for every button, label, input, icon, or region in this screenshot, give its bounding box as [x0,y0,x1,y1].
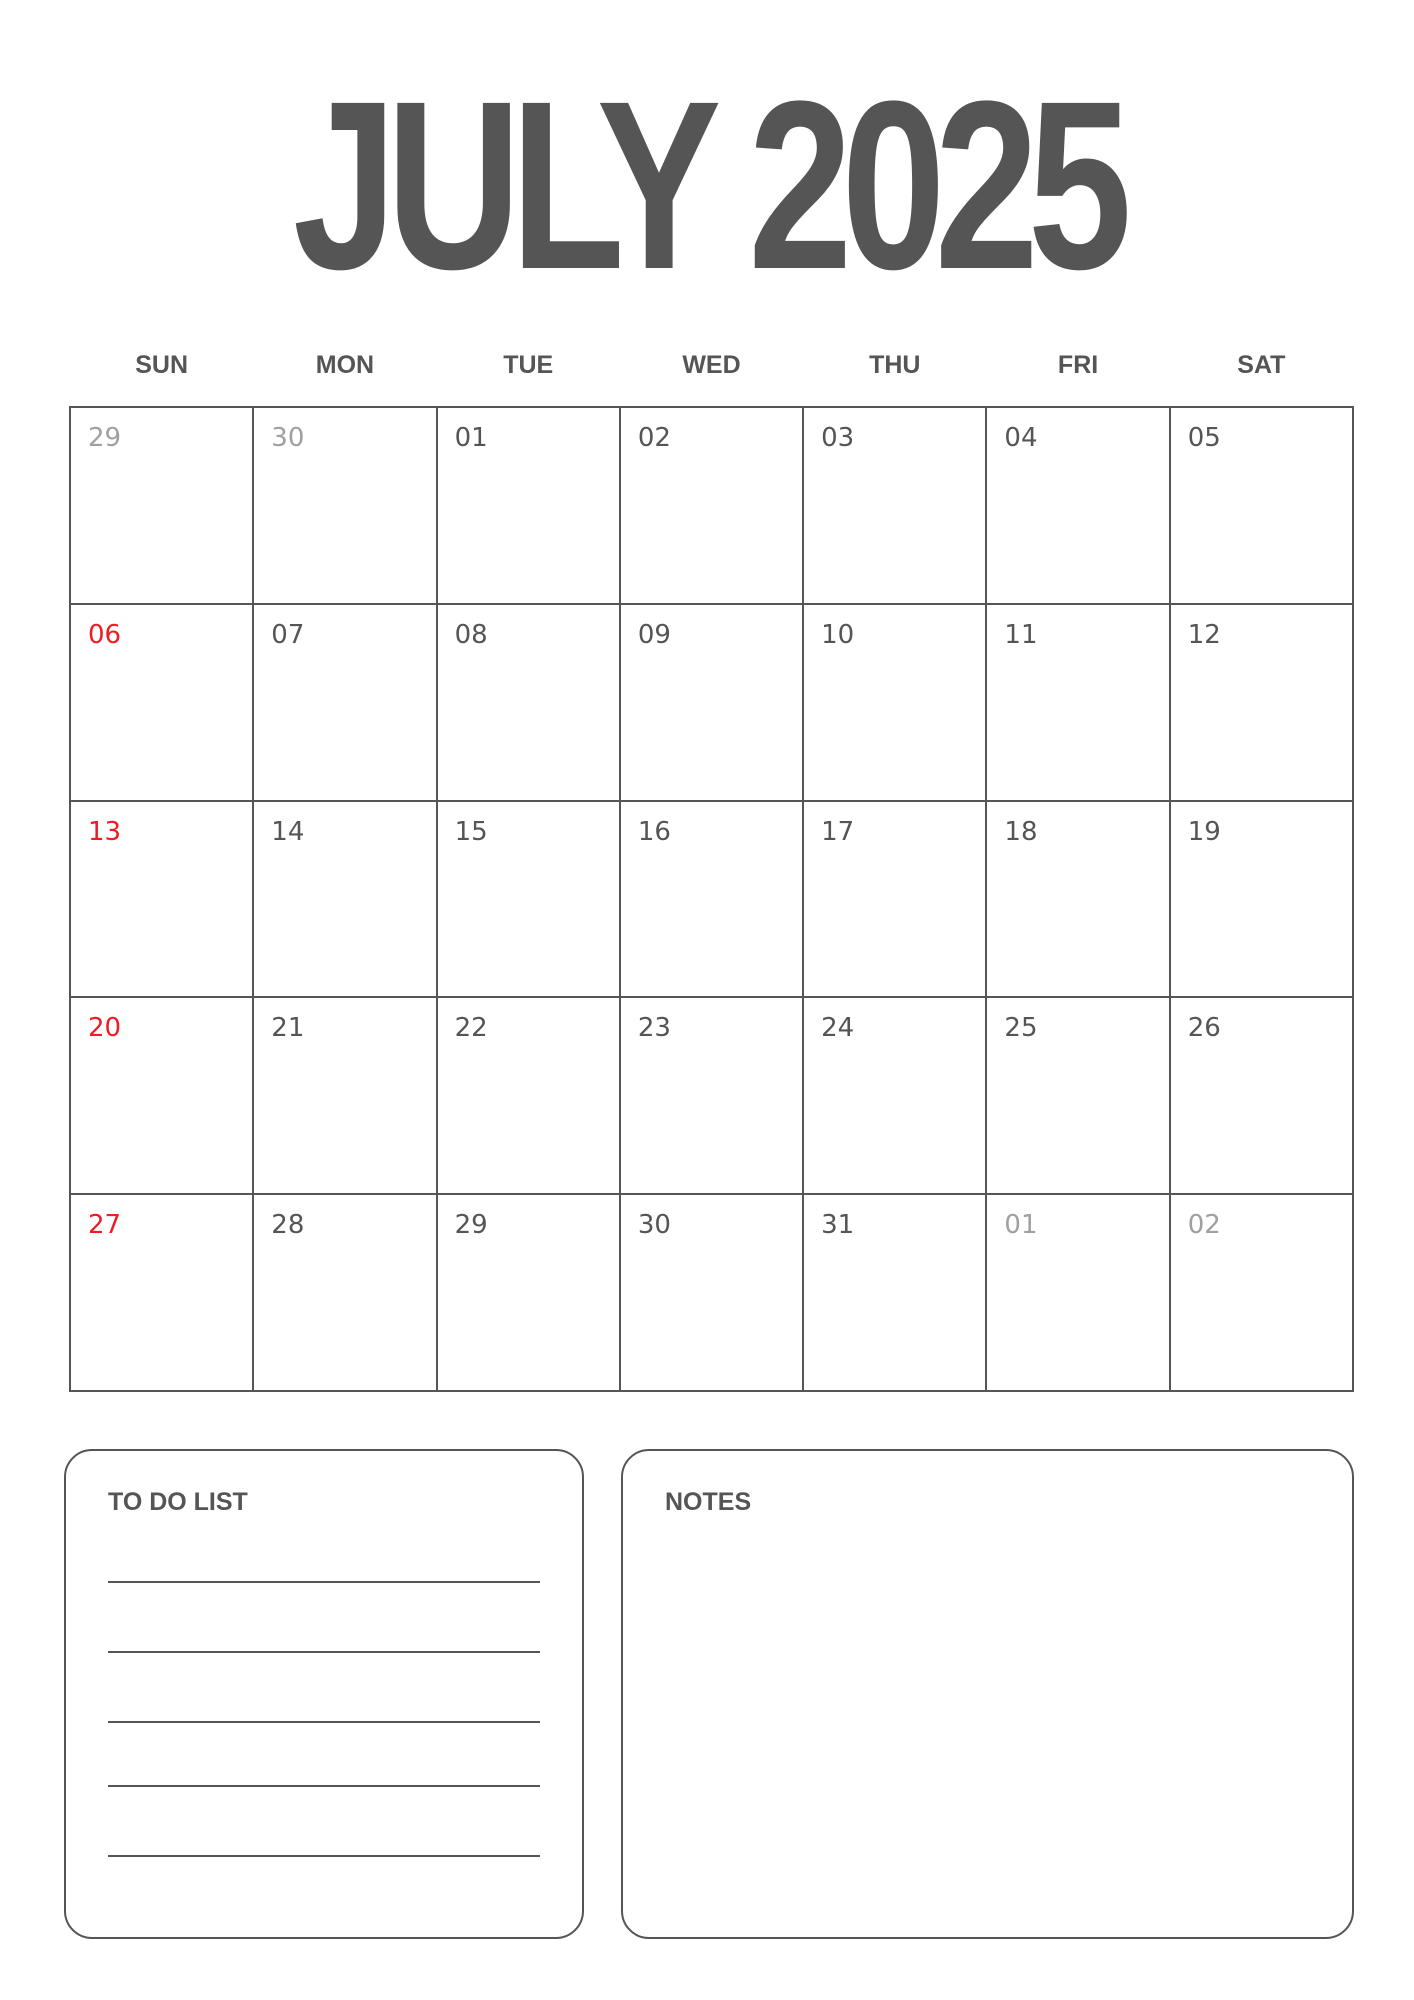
todo-list-title: TO DO LIST [108,1488,248,1516]
day-cell [438,802,621,999]
day-number: 22 [454,1013,488,1044]
day-cell [621,1195,804,1392]
day-number: 17 [821,816,855,847]
day-cell [254,408,437,605]
day-cell [804,998,987,1195]
day-number: 21 [271,1013,305,1044]
day-cell [804,408,987,605]
day-cell [1171,408,1354,605]
day-number: 27 [88,1210,122,1241]
day-cell [804,802,987,999]
day-number: 30 [637,1210,671,1241]
day-number: 13 [88,816,122,847]
day-number: 30 [271,423,305,453]
day-cell [1171,802,1354,999]
todo-list-box [64,1449,584,1939]
day-number: 18 [1004,816,1038,847]
day-cell [254,802,437,999]
day-cell [987,605,1170,802]
day-cell [71,802,254,999]
day-number: 16 [637,816,671,847]
day-number: 02 [637,423,671,453]
day-number: 01 [1004,1210,1038,1241]
notes-box[interactable] [621,1449,1354,1939]
day-number: 15 [454,816,488,847]
day-cell [438,998,621,1195]
day-cell [438,605,621,802]
day-number: 08 [454,619,488,650]
day-number: 29 [454,1210,488,1241]
day-number: 20 [88,1013,122,1044]
todo-line[interactable] [108,1855,540,1857]
day-number: 07 [271,619,305,650]
day-number: 14 [271,816,305,847]
weekday-fri: FRI [1057,351,1099,379]
day-cell [71,605,254,802]
notes-title: NOTES [665,1488,752,1516]
day-cell [438,408,621,605]
calendar-grid [69,406,1354,1392]
day-number: 24 [821,1013,855,1044]
day-cell [804,605,987,802]
weekday-sat: SAT [1237,351,1286,379]
day-number: 29 [88,423,122,453]
day-cell [621,802,804,999]
weekday-sun: SUN [135,351,189,379]
todo-line[interactable] [108,1785,540,1787]
day-cell [71,998,254,1195]
day-cell [1171,1195,1354,1392]
day-cell [438,1195,621,1392]
day-number: 25 [1004,1013,1038,1044]
day-number: 10 [821,619,855,650]
day-number: 09 [637,619,671,650]
day-number: 12 [1187,619,1221,650]
weekday-tue: TUE [503,351,554,379]
calendar-title: JULY 2025 [292,51,1122,319]
day-cell [254,998,437,1195]
day-cell [254,605,437,802]
day-number: 02 [1187,1210,1221,1241]
day-cell [1171,605,1354,802]
day-number: 19 [1187,816,1221,847]
weekday-thu: THU [869,351,921,379]
day-cell [987,1195,1170,1392]
day-cell [621,408,804,605]
todo-line[interactable] [108,1651,540,1653]
day-number: 05 [1187,423,1221,453]
day-number: 06 [88,619,122,650]
day-cell [1171,998,1354,1195]
day-number: 04 [1004,423,1038,453]
day-cell [254,1195,437,1392]
day-cell [987,802,1170,999]
day-cell [621,998,804,1195]
day-number: 28 [271,1210,305,1241]
day-number: 23 [637,1013,671,1044]
day-number: 11 [1004,619,1038,650]
day-cell [71,408,254,605]
todo-line[interactable] [108,1581,540,1583]
day-number: 03 [821,423,855,453]
day-cell [987,408,1170,605]
todo-line[interactable] [108,1721,540,1723]
day-cell [987,998,1170,1195]
day-number: 01 [454,423,488,453]
day-number: 31 [821,1210,855,1241]
day-number: 26 [1187,1013,1221,1044]
weekday-mon: MON [315,351,375,379]
day-cell [71,1195,254,1392]
weekday-wed: WED [682,351,741,379]
day-cell [804,1195,987,1392]
day-cell [621,605,804,802]
weekday-header-row [70,345,1353,385]
